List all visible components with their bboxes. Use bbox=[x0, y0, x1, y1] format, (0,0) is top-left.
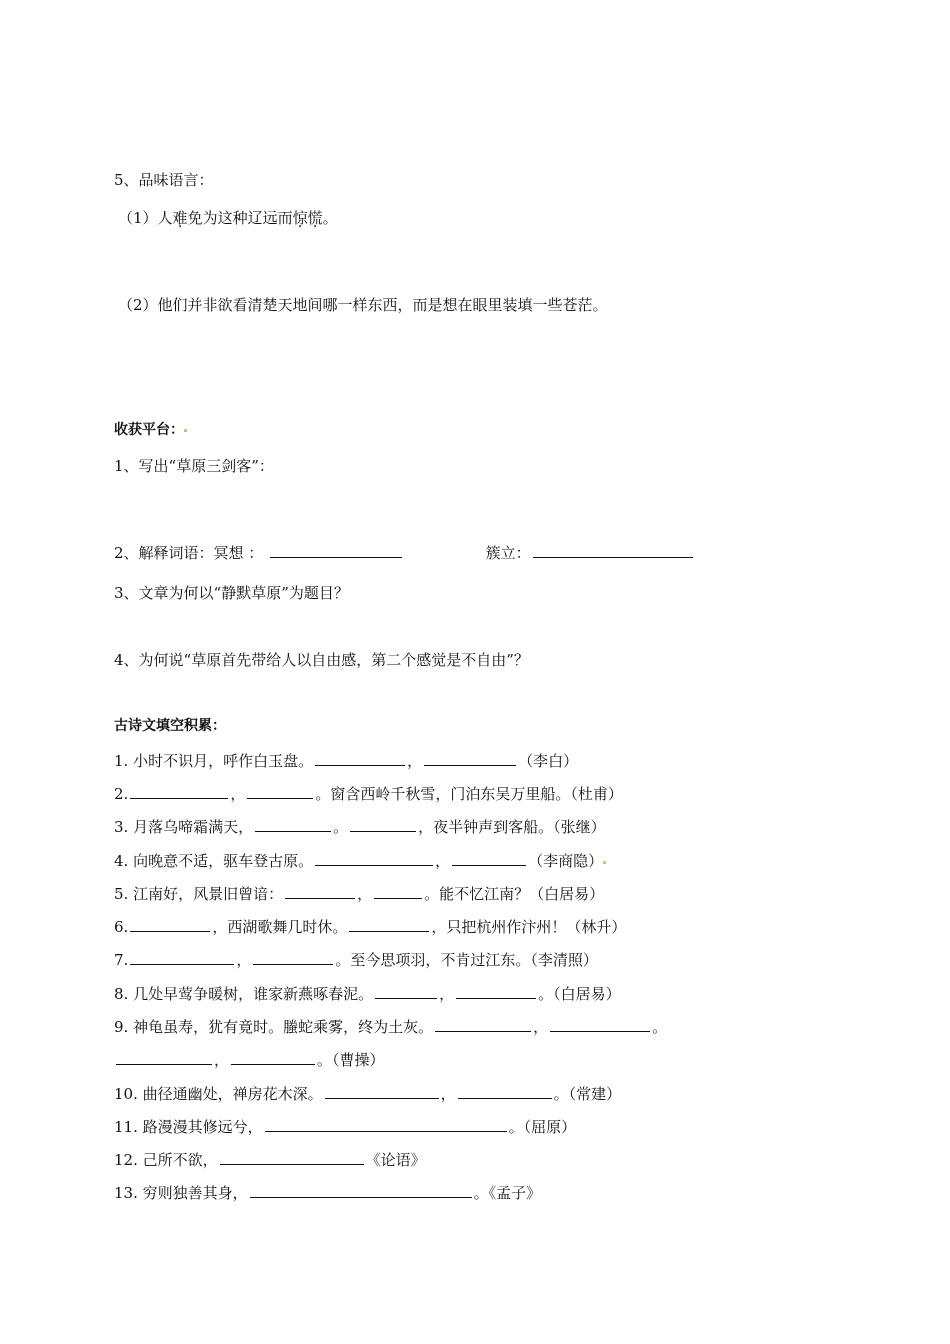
poetry-line-2: 2. ， 。窗含西岭千秋雪，门泊东吴万里船。（杜甫） bbox=[114, 785, 623, 803]
answer-blank[interactable] bbox=[349, 916, 429, 932]
section5-title: 5、品味语言： bbox=[114, 171, 214, 189]
answer-blank[interactable] bbox=[255, 816, 331, 832]
answer-blank[interactable] bbox=[247, 783, 313, 799]
poetry-line-4: 4. 向晚意不适，驱车登古原。 ， （李商隐） bbox=[114, 850, 606, 871]
harvest-q2: 2、解释词语：冥想 ： 簇立： bbox=[114, 542, 695, 563]
answer-blank[interactable] bbox=[458, 1083, 552, 1099]
answer-blank[interactable] bbox=[130, 916, 210, 932]
answer-blank[interactable] bbox=[350, 816, 416, 832]
answer-blank[interactable] bbox=[116, 1049, 212, 1065]
answer-blank[interactable] bbox=[435, 1016, 531, 1032]
poetry-title: 古诗文填空积累： bbox=[114, 718, 226, 734]
poetry-line-10: 10. 曲径通幽处，禅房花木深。 ， 。（常建） bbox=[114, 1085, 622, 1103]
answer-blank[interactable] bbox=[231, 1049, 315, 1065]
answer-blank[interactable] bbox=[550, 1016, 650, 1032]
poetry-line-3: 3. 月落乌啼霜满天， 。 ，夜半钟声到客船。（张继） bbox=[114, 818, 606, 836]
answer-blank[interactable] bbox=[533, 542, 693, 558]
answer-blank[interactable] bbox=[270, 542, 402, 558]
poetry-line-11: 11. 路漫漫其修远兮， 。（屈原） bbox=[114, 1118, 577, 1136]
answer-blank[interactable] bbox=[253, 949, 333, 965]
answer-blank[interactable] bbox=[285, 883, 355, 899]
harvest-q3: 3、文章为何以“静默草原”为题目？ bbox=[114, 584, 349, 602]
answer-blank[interactable] bbox=[315, 750, 405, 766]
harvest-q1: 1、写出“草原三剑客”： bbox=[114, 457, 274, 475]
answer-blank[interactable] bbox=[452, 850, 526, 866]
poetry-line-8: 8. 几处早莺争暖树，谁家新燕啄春泥。 ， 。（白居易） bbox=[114, 985, 621, 1003]
poetry-line-9-cont: ， 。（曹操） bbox=[114, 1049, 385, 1070]
answer-blank[interactable] bbox=[325, 1083, 439, 1099]
poetry-line-9: 9. 神龟虽寿，犹有竟时。螣蛇乘雾，终为土灰。 ， 。 bbox=[114, 1018, 668, 1036]
answer-blank[interactable] bbox=[265, 1116, 507, 1132]
answer-blank[interactable] bbox=[250, 1182, 472, 1198]
answer-blank[interactable] bbox=[456, 983, 536, 999]
harvest-q4: 4、为何说“草原首先带给人以自由感，第二个感觉是不自由”？ bbox=[114, 651, 529, 669]
harvest-title: 收获平台： bbox=[114, 420, 187, 440]
section5-q1: （1）人难免为这种辽远而惊慌。 bbox=[118, 209, 338, 227]
poetry-line-5: 5. 江南好，风景旧曾谙： ， 。能不忆江南？（白居易） bbox=[114, 885, 605, 903]
poetry-line-12: 12. 己所不欲， 《论语》 bbox=[114, 1151, 426, 1169]
answer-blank[interactable] bbox=[130, 949, 234, 965]
answer-blank[interactable] bbox=[424, 750, 516, 766]
answer-blank[interactable] bbox=[220, 1149, 364, 1165]
poetry-line-1: 1. 小时不识月，呼作白玉盘。 ， （李白） bbox=[114, 752, 579, 770]
poetry-line-13: 13. 穷则独善其身， 。《孟子》 bbox=[114, 1184, 542, 1202]
answer-blank[interactable] bbox=[315, 850, 433, 866]
section5-q2: （2）他们并非欲看清楚天地间哪一样东西，而是想在眼里装填一些苍茫。 bbox=[118, 296, 608, 314]
answer-blank[interactable] bbox=[130, 783, 228, 799]
answer-blank[interactable] bbox=[375, 983, 437, 999]
answer-blank[interactable] bbox=[374, 883, 422, 899]
poetry-line-6: 6. ，西湖歌舞几时休。 ，只把杭州作汴州！（林升） bbox=[114, 918, 627, 936]
poetry-line-7: 7. ， 。至今思项羽，不肯过江东。（李清照） bbox=[114, 951, 598, 969]
